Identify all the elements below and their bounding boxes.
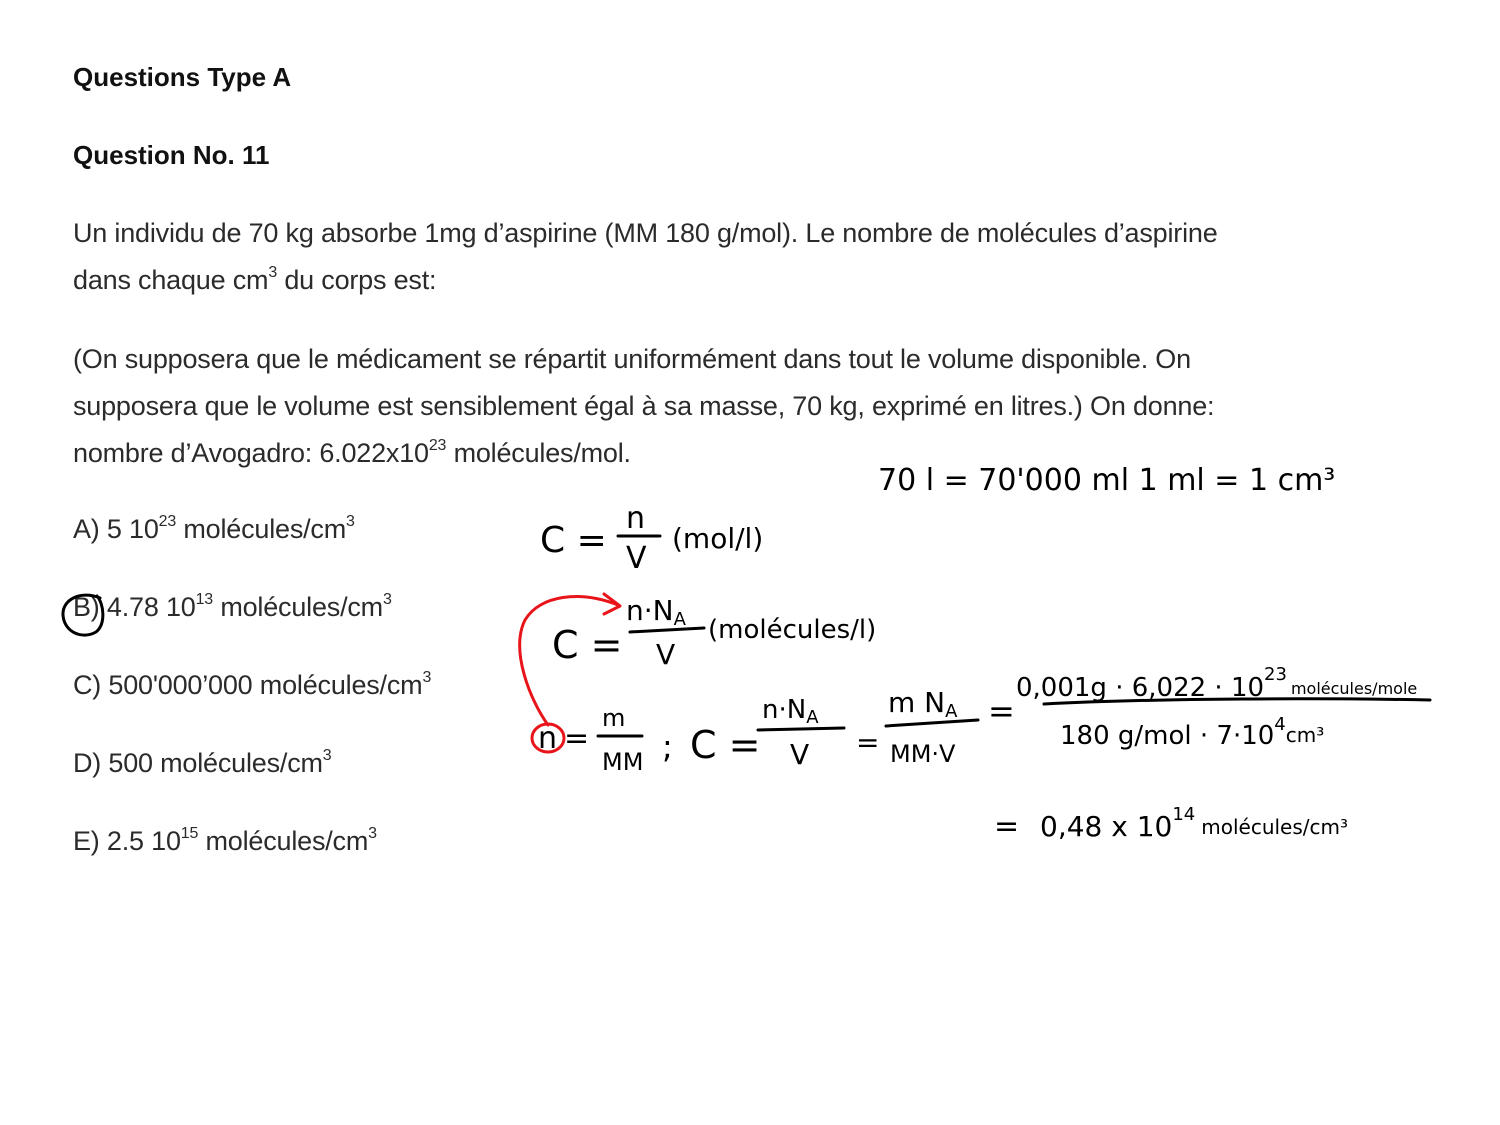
svg-text:;: ; [662, 728, 673, 766]
substitution-arrow [520, 597, 618, 725]
equation-concentration-molecular [552, 594, 876, 671]
svg-text:MM·V: MM·V [890, 740, 956, 768]
svg-text:MM: MM [602, 748, 644, 776]
svg-text:(mol/l): (mol/l) [672, 522, 764, 555]
stem-line-2: dans chaque $cm^3$ du corps est: [73, 264, 437, 295]
svg-text:=: = [988, 692, 1015, 730]
svg-text:C =: C = [552, 623, 623, 667]
svg-text:0,48 x 1014molécules/cm³: 0,48 x $10^{14}_{molécules/cm^3}$ [1040, 804, 1349, 843]
option-c[interactable]: C) 500'000’000 molécules/$cm^3$ [73, 669, 432, 700]
question-stem [73, 210, 1218, 308]
question-note [73, 336, 1214, 481]
note-line-3: nombre d’Avogadro: $6.022x10^{23}$ molécules/mol. [73, 437, 631, 468]
option-e[interactable]: E) 2.5 $10^{15}$ molécules/$cm^3$ [73, 825, 377, 856]
arrow-head-icon [604, 594, 620, 614]
svg-text:V: V [626, 541, 647, 576]
svg-text:0,001g · 6,022 · 1023molécules: $0,001g \cdot 6,022 \cdot 10^{23}_{molécules/mole}$ [1016, 664, 1418, 703]
svg-text:C =: C = [690, 723, 761, 767]
svg-text:V: V [656, 638, 676, 671]
svg-text:n: n [538, 721, 558, 756]
equation-concentration-molar [540, 501, 763, 576]
note-line-1: (On supposera que le médicament se répartit uniformément dans tout le volume disponible. On [73, 344, 1191, 374]
svg-text:n·NA: n·NA [762, 695, 819, 728]
svg-text:(molécules/l): (molécules/l) [708, 615, 877, 645]
svg-text:m NA: m NA [888, 686, 958, 722]
svg-text:=: = [994, 809, 1020, 844]
svg-text:C =: C = [540, 520, 607, 561]
question-title: Question No. 11 [73, 140, 270, 170]
note-line-2: supposera que le volume est sensiblement égal à sa masse, 70 kg, exprimé en litres.) On donne: [73, 391, 1215, 421]
svg-text:180 g/mol · 7·104cm³: 180 $g/mol \cdot 7\cdot 10^4_{cm^3}$ [1060, 714, 1325, 751]
equation-derivation [538, 664, 1430, 776]
svg-text:n: n [626, 501, 646, 536]
computed-result [994, 804, 1348, 844]
svg-text:=: = [564, 721, 590, 756]
svg-text:m: m [602, 704, 626, 732]
stem-line-1: Un individu de 70 kg absorbe 1mg d’aspirine (MM 180 g/mol). Le nombre de molécules d’aspirine [73, 218, 1218, 248]
option-d[interactable]: D) 500 molécules/$cm^3$ [73, 747, 332, 778]
section-title: Questions Type A [73, 62, 292, 92]
option-a[interactable]: A) 5 $10^{23}$ molécules/$cm^3$ [73, 513, 355, 544]
svg-text:V: V [790, 738, 810, 771]
svg-text:n·NA: n·NA [626, 594, 686, 630]
volume-note: 70 l = 70'000 ml 1 ml = 1 cm³ [878, 463, 1336, 498]
n-highlight-circle [532, 724, 564, 752]
svg-text:=: = [856, 726, 880, 759]
option-b[interactable]: B) 4.78 $10^{13}$ molécules/$cm^3$ [73, 591, 392, 622]
